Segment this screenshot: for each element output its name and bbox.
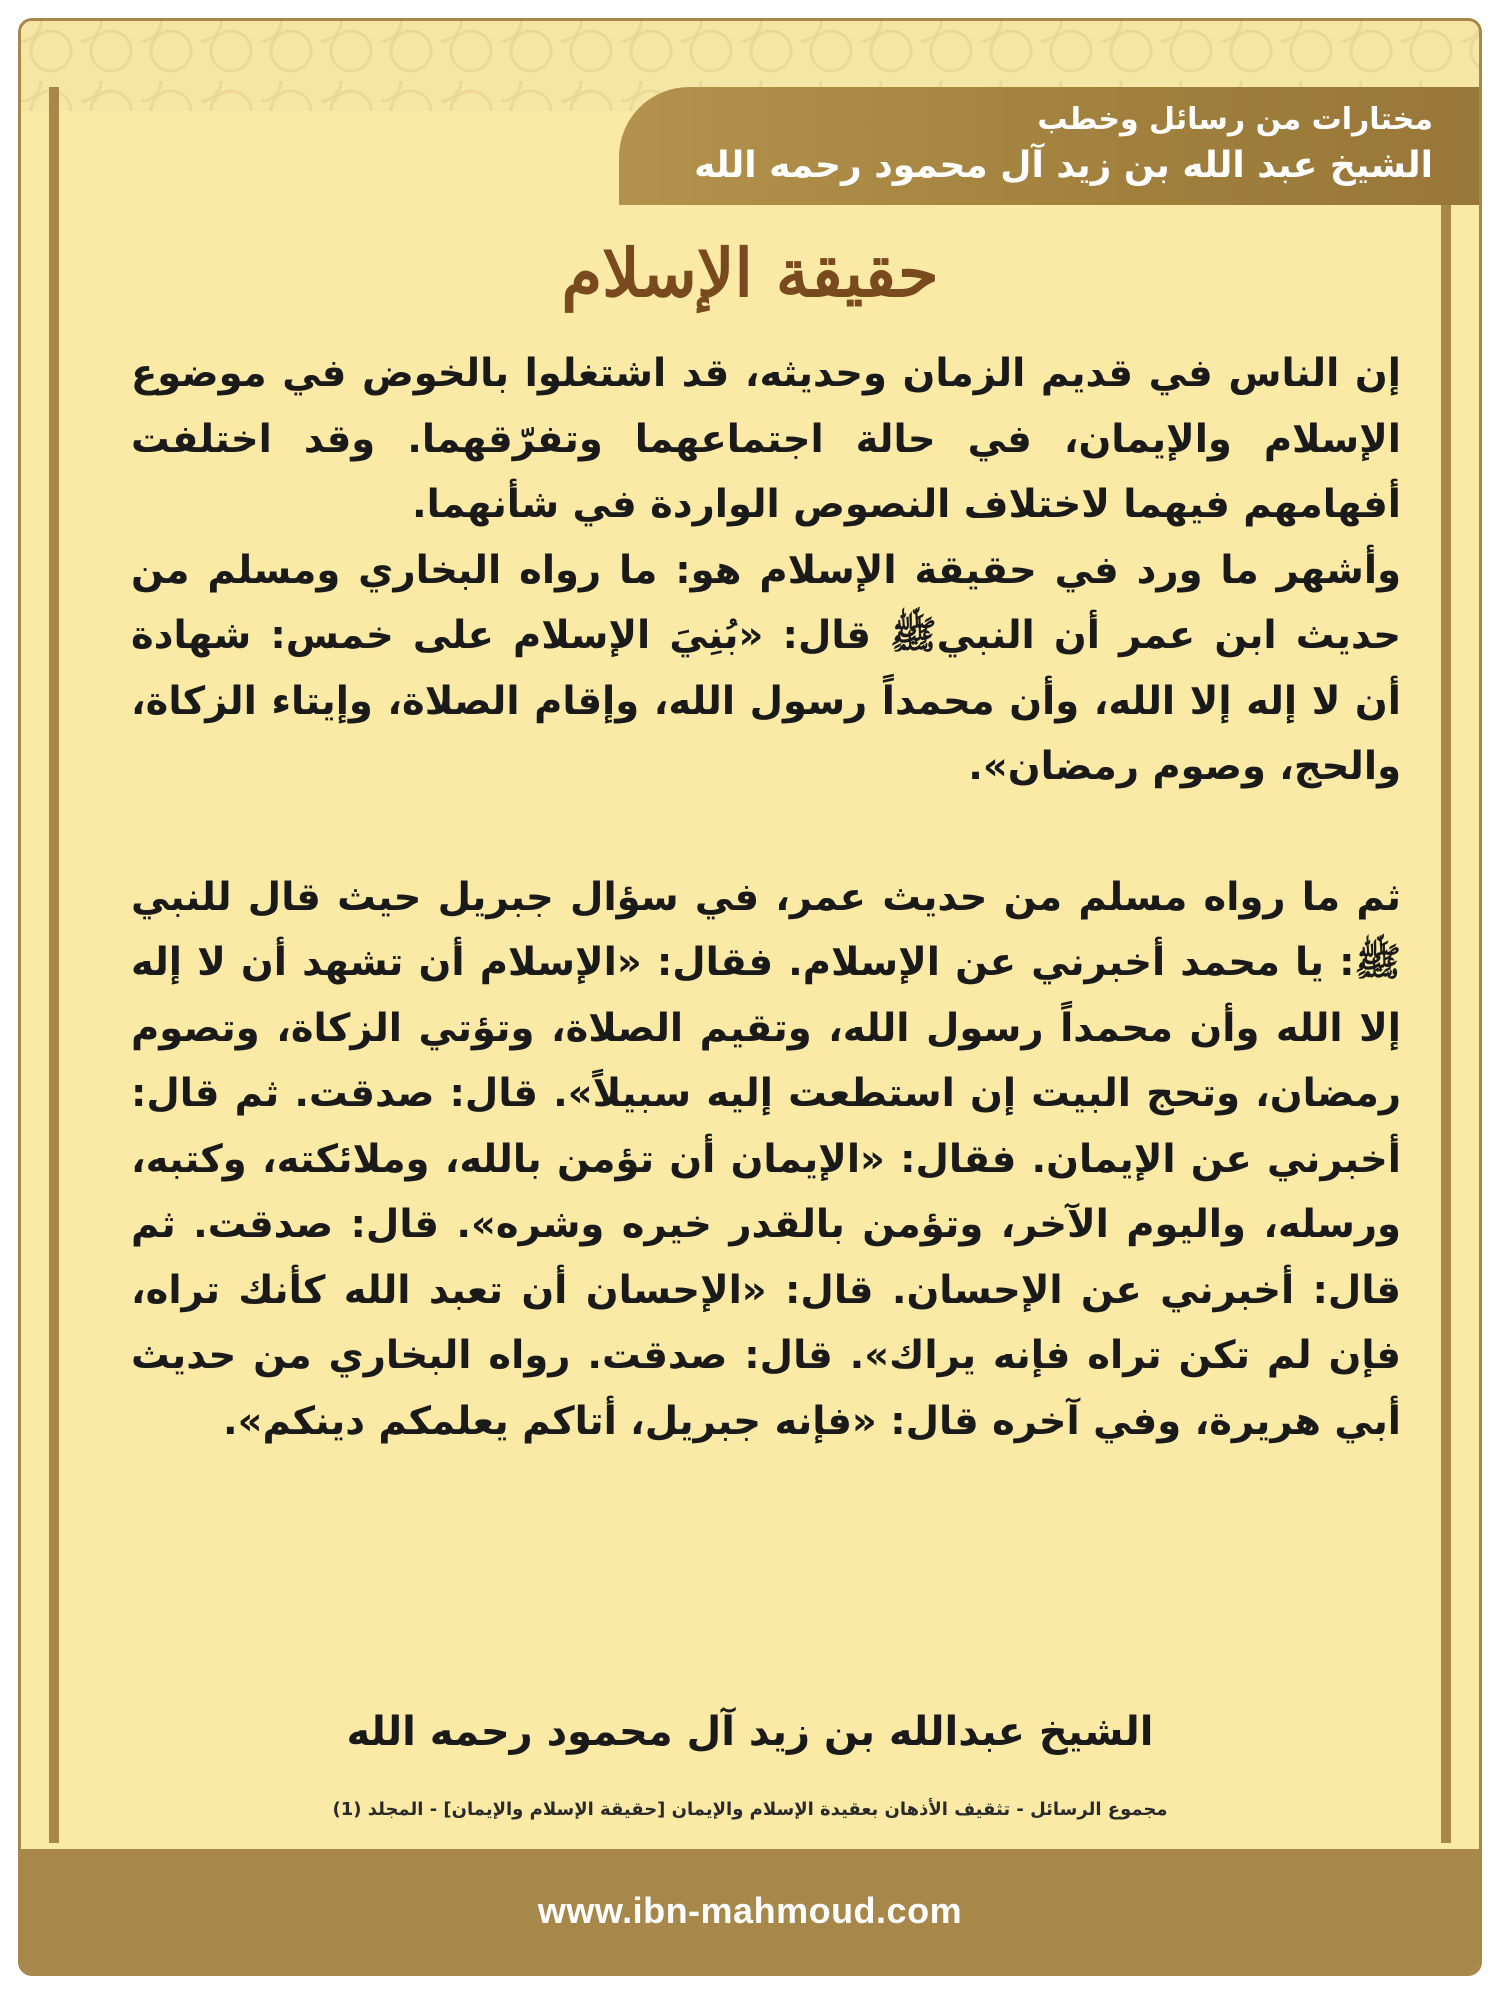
website-link[interactable]: www.ibn-mahmoud.com — [537, 1890, 963, 1931]
header-banner — [619, 87, 1479, 205]
paragraph: ثم ما رواه مسلم من حديث عمر، في سؤال جبريل حيث قال للنبي ﷺ: يا محمد أخبرني عن الإسلام. فقال: «الإسلام أن تشهد أن لا إله إلا الله وأن محمداً رسول الله، وتقيم الصلاة، وتؤتي الزكاة، وتصوم رمضان، وتحج البيت إن استطعت إليه سبيلاً». قال: صدقت. ثم قال: أخبرني عن الإيمان. فقال: «الإيمان أن تؤمن بالله، وملائكته، وكتبه، ورسله، واليوم الآخر، وتؤمن بالقدر خيره وشره». قال: صدقت. ثم قال: أخبرني عن الإحسان. قال: «الإحسان أن تعبد الله كأنك تراه، فإن لم تكن تراه فإنه يراك». قال: صدقت. رواه البخاري من حديث أبي هريرة، وفي آخره قال: «فإنه جبريل، أتاكم يعلمكم دينكم». — [131, 874, 1401, 1444]
header-author: الشيخ عبد الله بن زيد آل محمود رحمه الله — [694, 145, 1433, 186]
left-rail — [49, 87, 59, 1843]
author-signature: الشيخ عبدالله بن زيد آل محمود رحمه الله — [346, 1709, 1154, 1755]
footer-bar — [21, 1849, 1479, 1973]
right-rail — [1441, 87, 1451, 1843]
paragraph-spacer — [131, 800, 1401, 865]
source-citation: مجموع الرسائل - تثقيف الأذهان بعقيدة الإسلام والإيمان [حقيقة الإسلام والإيمان] - المجلد (1) — [332, 1799, 1168, 1820]
paragraph: وأشهر ما ورد في حقيقة الإسلام هو: ما رواه البخاري ومسلم من حديث ابن عمر أن النبيﷺ قال: «بُنِيَ الإسلام على خمس: شهادة أن لا إله إلا الله، وأن محمداً رسول الله، وإقام الصلاة، وإيتاء الزكاة، والحج، وصوم رمضان». — [131, 547, 1401, 789]
page-frame — [18, 18, 1482, 1976]
page-title: حقيقة الإسلام — [561, 234, 939, 312]
paragraph: إن الناس في قديم الزمان وحديثه، قد اشتغلوا بالخوض في موضوع الإسلام والإيمان، في حالة اجتماعهما وتفرّقهما. وقد اختلفت أفهامهم فيهما لاختلاف النصوص الواردة في شأنهما. — [131, 351, 1401, 527]
article-body — [131, 341, 1401, 1454]
header-subtitle: مختارات من رسائل وخطب — [1037, 102, 1433, 137]
